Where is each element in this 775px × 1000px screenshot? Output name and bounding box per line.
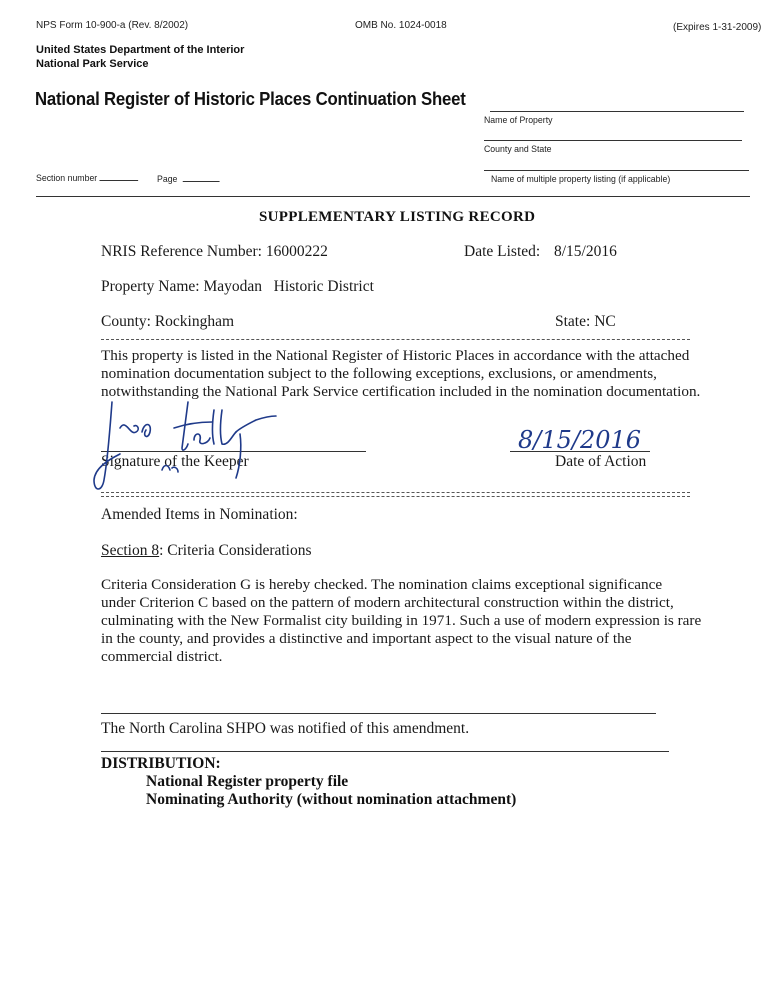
county (101, 313, 234, 331)
distribution-item: National Register property file (146, 773, 349, 790)
county-label: County: (101, 313, 151, 330)
amendment-body (101, 576, 701, 666)
section-title: : Criteria Considerations (159, 542, 312, 559)
record-heading: SUPPLEMENTARY LISTING RECORD (259, 209, 536, 225)
page-label: Page (157, 174, 178, 185)
state-label: State: (555, 313, 591, 330)
date-listed-value: 8/15/2016 (554, 243, 617, 260)
expiration-date: (Expires 1-31-2009) (673, 22, 762, 33)
name-of-property-label: Name of Property (484, 115, 553, 126)
page-field (157, 171, 220, 185)
date-listed-label: Date Listed: (464, 243, 541, 260)
nris-reference (101, 243, 328, 261)
shpo-note: The North Carolina SHPO was notified of this amendment. (101, 720, 470, 737)
signature-label: Signature of the Keeper (101, 453, 249, 470)
body-line: Criteria Consideration G is hereby checked. The nomination claims exceptional significance (101, 576, 663, 593)
county-value: Rockingham (154, 313, 235, 330)
dashed-divider (101, 339, 690, 340)
double-dashed-divider (101, 492, 690, 497)
property-name-value: Mayodan Historic District (203, 278, 374, 295)
county-state-label: County and State (484, 144, 552, 155)
amended-items-label: Amended Items in Nomination: (101, 506, 298, 523)
nris-label: NRIS Reference Number: (101, 243, 262, 260)
page-blank (183, 171, 220, 182)
body-line: culminating with the New Formalist city building in 1971. Such a use of modern expression is rare (101, 612, 702, 629)
distribution-item: Nominating Authority (without nomination attachment) (146, 791, 517, 808)
multiple-listing-label: Name of multiple property listing (if applicable) (491, 174, 671, 185)
service-name: National Park Service (36, 58, 149, 70)
keeper-signature-image (90, 388, 290, 498)
body-line: commercial district. (101, 648, 223, 665)
date-of-action-label: Date of Action (555, 453, 647, 470)
distribution-heading: DISTRIBUTION: (101, 755, 221, 772)
body-line: under Criterion C based on the pattern of modern architectural construction within the district, (101, 594, 674, 611)
body-line: in the county, and provides a distinctive and important aspect to the visual nature of the (101, 630, 632, 647)
action-date-handwritten: 8/15/2016 (518, 426, 642, 454)
section-number-blank (99, 170, 138, 181)
page-title: National Register of Historic Places Continuation Sheet (35, 89, 466, 109)
state (555, 313, 616, 331)
property-name (101, 278, 374, 296)
section-number-field (36, 170, 138, 184)
statement-line: notwithstanding the National Park Service certification included in the nomination documentation. (101, 383, 701, 400)
statement-line: This property is listed in the National Register of Historic Places in accordance with the attached (101, 347, 690, 364)
shpo-bottom-line (101, 751, 669, 752)
department-name: United States Department of the Interior (36, 44, 245, 56)
shpo-top-line (101, 713, 656, 714)
omb-number: OMB No. 1024-0018 (355, 20, 447, 31)
name-of-property-line (490, 111, 744, 112)
property-name-label: Property Name: (101, 278, 200, 295)
multiple-listing-line (484, 170, 749, 171)
state-value: NC (594, 313, 616, 330)
section-number: Section 8 (101, 542, 160, 559)
section-number-label: Section number (36, 173, 98, 184)
date-listed (464, 243, 540, 261)
nris-value: 16000222 (265, 243, 328, 260)
form-id: NPS Form 10-900-a (Rev. 8/2002) (36, 20, 189, 31)
statement-line: nomination documentation subject to the following exceptions, exclusions, or amendments, (101, 365, 657, 382)
county-state-line (484, 140, 742, 141)
section-heading (101, 542, 312, 560)
header-divider (36, 196, 750, 197)
